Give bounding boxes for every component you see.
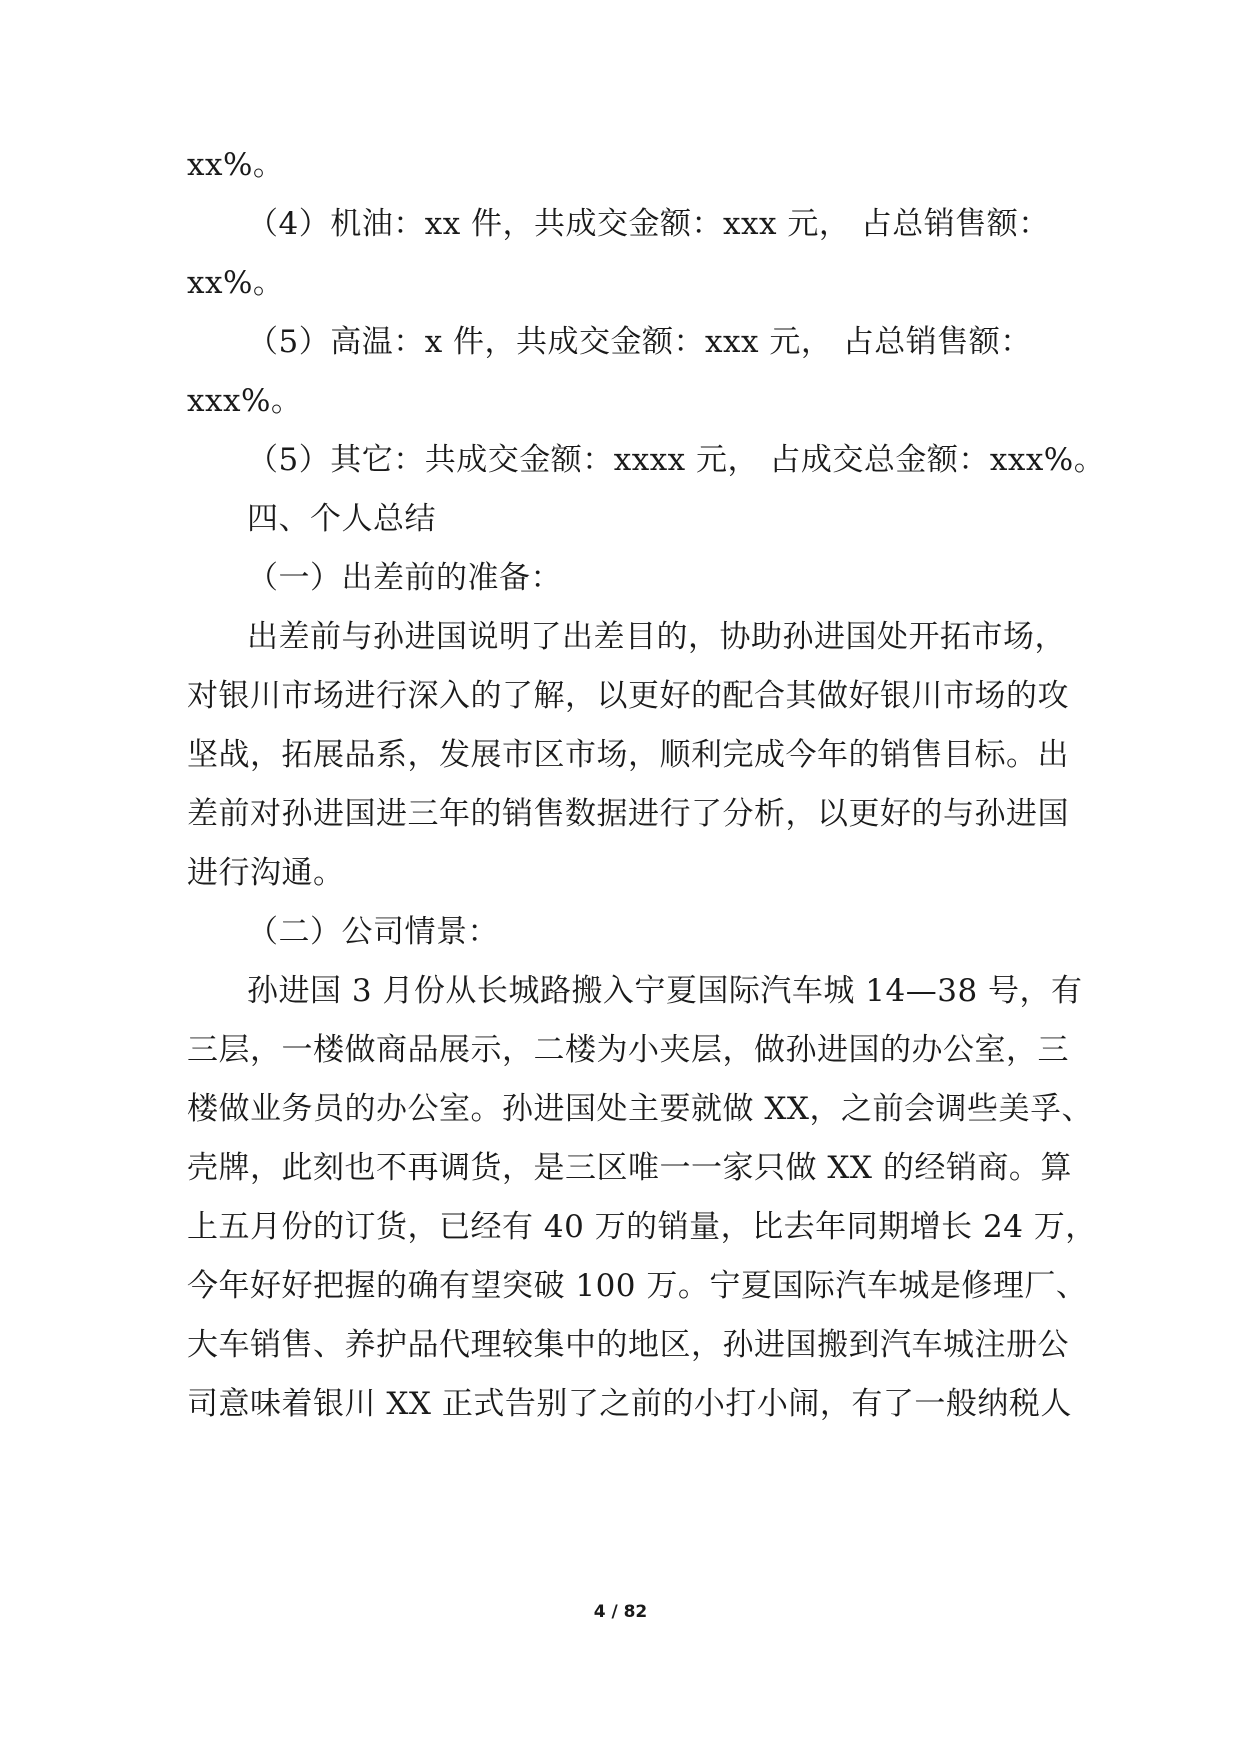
text-line: 上五月份的订货，已经有 40 万的销量，比去年同期增长 24 万，: [187, 1209, 1097, 1245]
page-number: 4 / 82: [593, 1602, 648, 1622]
text-line: 今年好好把握的确有望突破 100 万。宁夏国际汽车城是修理厂、: [187, 1268, 1088, 1304]
text-line: 楼做业务员的办公室。孙进国处主要就做 XX，之前会调些美孚、: [187, 1091, 1093, 1127]
text-line: 孙进国 3 月份从长城路搬入宁夏国际汽车城 14—38 号，有: [247, 973, 1083, 1009]
text-line: 司意味着银川 XX 正式告别了之前的小打小闹，有了一般纳税人: [187, 1386, 1072, 1422]
text-line: 三层，一楼做商品展示，二楼为小夹层，做孙进国的办公室，三: [187, 1032, 1069, 1068]
subsection-heading: （二）公司情景：: [247, 914, 499, 950]
text-line: 坚战，拓展品系，发展市区市场，顺利完成今年的销售目标。出: [187, 737, 1069, 773]
text-line: （5）高温：x 件，共成交金额：xxx 元， 占总销售额：: [247, 324, 1032, 360]
text-line: 壳牌，此刻也不再调货，是三区唯一一家只做 XX 的经销商。算: [187, 1150, 1072, 1186]
text-line: 差前对孙进国进三年的销售数据进行了分析，以更好的与孙进国: [187, 796, 1069, 832]
text-line: xxx%。: [187, 383, 303, 419]
text-line: xx%。: [187, 265, 285, 301]
text-line: （4）机油：xx 件，共成交金额：xxx 元， 占总销售额：: [247, 206, 1050, 242]
subsection-heading: （一）出差前的准备：: [247, 560, 562, 596]
text-line: 对银川市场进行深入的了解，以更好的配合其做好银川市场的攻: [187, 678, 1069, 714]
text-line: 进行沟通。: [187, 855, 345, 891]
text-line: （5）其它：共成交金额：xxxx 元， 占成交总金额：xxx%。: [247, 442, 1106, 478]
text-line: 大车销售、养护品代理较集中的地区，孙进国搬到汽车城注册公: [187, 1327, 1069, 1363]
text-line: 出差前与孙进国说明了出差目的，协助孙进国处开拓市场，: [247, 619, 1066, 655]
text-line: xx%。: [187, 147, 285, 183]
section-heading: 四、个人总结: [247, 501, 436, 537]
